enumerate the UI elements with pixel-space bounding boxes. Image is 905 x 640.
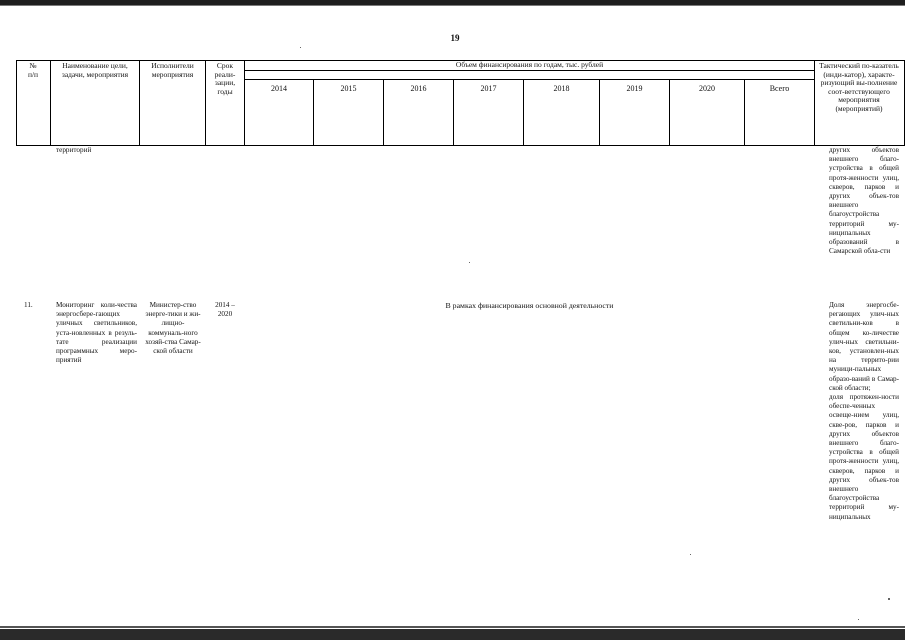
year-total: Всего [769, 84, 790, 93]
scan-speck [469, 262, 470, 263]
scan-speck [690, 554, 691, 555]
scan-border-top-line [0, 5, 905, 6]
row-11-executor: Министер-ство энерге-тики и жи-лищно-коммуналь-ного хозяй-ства Самар-ской области [145, 301, 201, 356]
header-funding: Объем финансирования по годам, тыс. рублей [455, 60, 604, 69]
scan-speck [300, 47, 301, 48]
row-11-indicator: Доля энергосбе-регающих улич-ных светильни-ков в общем ко-личестве улич-ных светильни-ков, установлен-ных на террито-рии муници-пальных образо-ваний в Самар-ской области; доля протяжен-ности обеспе-ченных освеще-нием улиц, скве-ров, парков и других объектов внешнего благо-устройства в общей протя-женности улиц, скверов, парков и других объек-тов внешнего благоустройства территорий му-ниципальных [829, 301, 899, 521]
cont-name-tail: территорий [56, 146, 92, 154]
scan-speck [888, 598, 890, 600]
header-num: № п/п [27, 61, 39, 79]
year-2017: 2017 [480, 84, 497, 93]
scan-border-bottom-line [0, 626, 905, 628]
year-2014: 2014 [271, 84, 287, 93]
header-term: Срок реали-зации, годы [214, 61, 236, 96]
year-2018: 2018 [553, 84, 570, 93]
year-2019: 2019 [626, 84, 643, 93]
header-name: Наименование цели, задачи, мероприятия [61, 61, 129, 79]
year-2016: 2016 [410, 84, 427, 93]
year-2015: 2015 [340, 84, 357, 93]
row-11-num: 11. [24, 301, 33, 309]
page-number: 19 [450, 33, 460, 43]
cont-indicator-tail: других объектов внешнего благо-устройства в общей протя-женности улиц, скверов, парков и других объек-тов внешнего благоустройства территорий му-ниципальных образований в Самарской обла-сти [829, 146, 899, 256]
row-11-funding: В рамках финансирования основной деятельности [445, 301, 614, 310]
scan-speck [858, 619, 859, 620]
year-2020: 2020 [699, 84, 715, 93]
scan-border-bottom [0, 629, 905, 640]
row-11-name: Мониторинг коли-чества энергосбере-гающих уличных светильников, уста-новленных в резуль-тате реализации программных меро-приятий [56, 301, 137, 365]
header-indicator: Тактический по-казатель (инди-катор), характе-ризующий вы-полнение соот-ветствующего мероприятия (мероприятий) [819, 61, 899, 113]
row-11-term: 2014 – 2020 [215, 301, 235, 319]
header-executors: Исполнители мероприятия [151, 61, 194, 79]
